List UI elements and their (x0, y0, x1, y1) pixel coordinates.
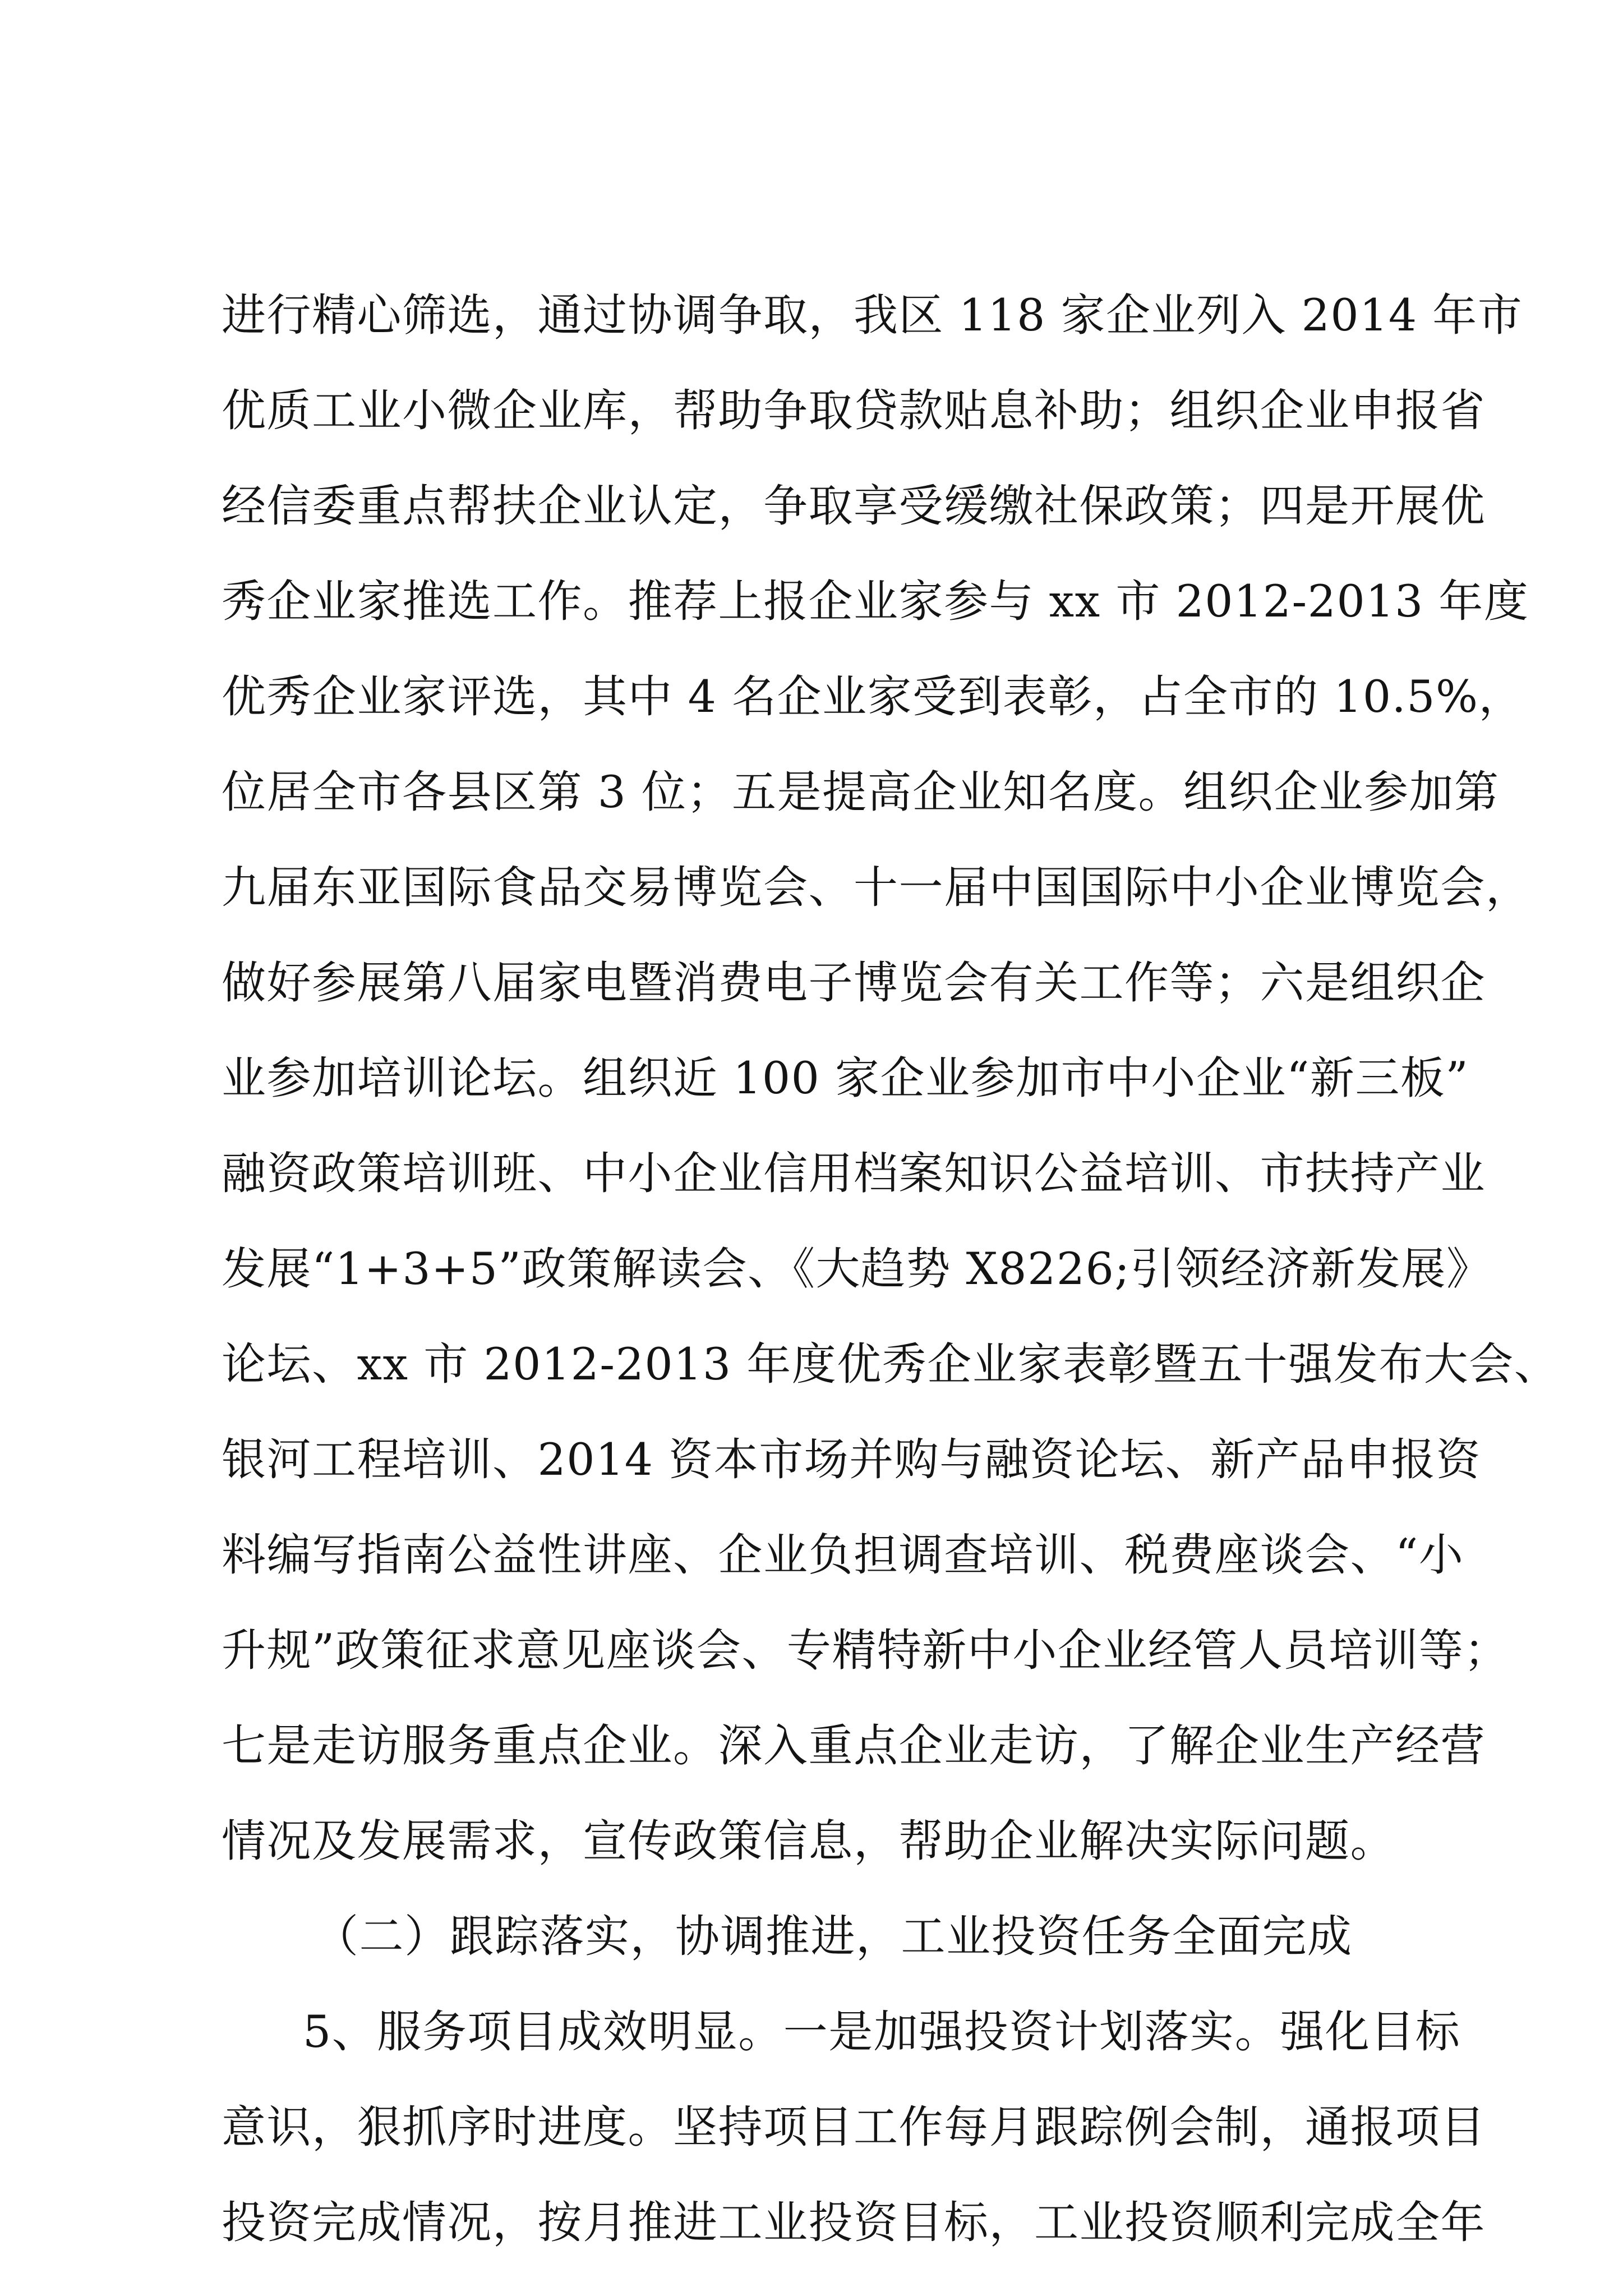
text-line: 情况及发展需求，宣传政策信息，帮助企业解决实际问题。 (222, 1815, 1395, 1867)
text-line: 发展“1+3+5”政策解读会、《大趋势 X8226;引领经济新发展》 (222, 1243, 1492, 1295)
text-line: 七是走访服务重点企业。深入重点企业走访，了解企业生产经营 (222, 1720, 1486, 1772)
text-line: 料编写指南公益性讲座、企业负担调查培训、税费座谈会、“小 (222, 1529, 1464, 1581)
text-line: 秀企业家推选工作。推荐上报企业家参与 xx 市 2012-2013 年度 (222, 576, 1529, 627)
text-line: 优秀企业家评选，其中 4 名企业家受到表彰，占全市的 10.5%， (222, 671, 1524, 723)
text-line: 经信委重点帮扶企业认定，争取享受缓缴社保政策；四是开展优 (222, 480, 1486, 532)
text-line: 5、服务项目成效明显。一是加强投资计划落实。强化目标 (303, 2006, 1461, 2058)
text-line: 优质工业小微企业库，帮助争取贷款贴息补助；组织企业申报省 (222, 385, 1486, 436)
text-line: 银河工程培训、2014 资本市场并购与融资论坛、新产品申报资 (222, 1434, 1482, 1485)
text-line: 九届东亚国际食品交易博览会、十一届中国国际中小企业博览会， (222, 862, 1531, 913)
text-line: 位居全市各县区第 3 位；五是提高企业知名度。组织企业参加第 (222, 766, 1500, 818)
text-line: 业参加培训论坛。组织近 100 家企业参加市中小企业“新三板” (222, 1052, 1469, 1104)
text-line: 升规”政策征求意见座谈会、专精特新中小企业经管人员培训等； (222, 1625, 1509, 1676)
text-line: 做好参展第八届家电暨消费电子博览会有关工作等；六是组织企 (222, 957, 1486, 1009)
text-line: 融资政策培训班、中小企业信用档案知识公益培训、市扶持产业 (222, 1148, 1486, 1199)
section-heading: （二）跟踪落实，协调推进，工业投资任务全面完成 (314, 1911, 1353, 1962)
text-line: 意识，狠抓序时进度。坚持项目工作每月跟踪例会制，通报项目 (222, 2101, 1486, 2153)
text-line: 进行精心筛选，通过协调争取，我区 118 家企业列入 2014 年市 (222, 289, 1523, 341)
text-line: 论坛、xx 市 2012-2013 年度优秀企业家表彰暨五十强发布大会、 (222, 1338, 1560, 1390)
text-line: 投资完成情况，按月推进工业投资目标，工业投资顺利完成全年 (222, 2197, 1486, 2248)
